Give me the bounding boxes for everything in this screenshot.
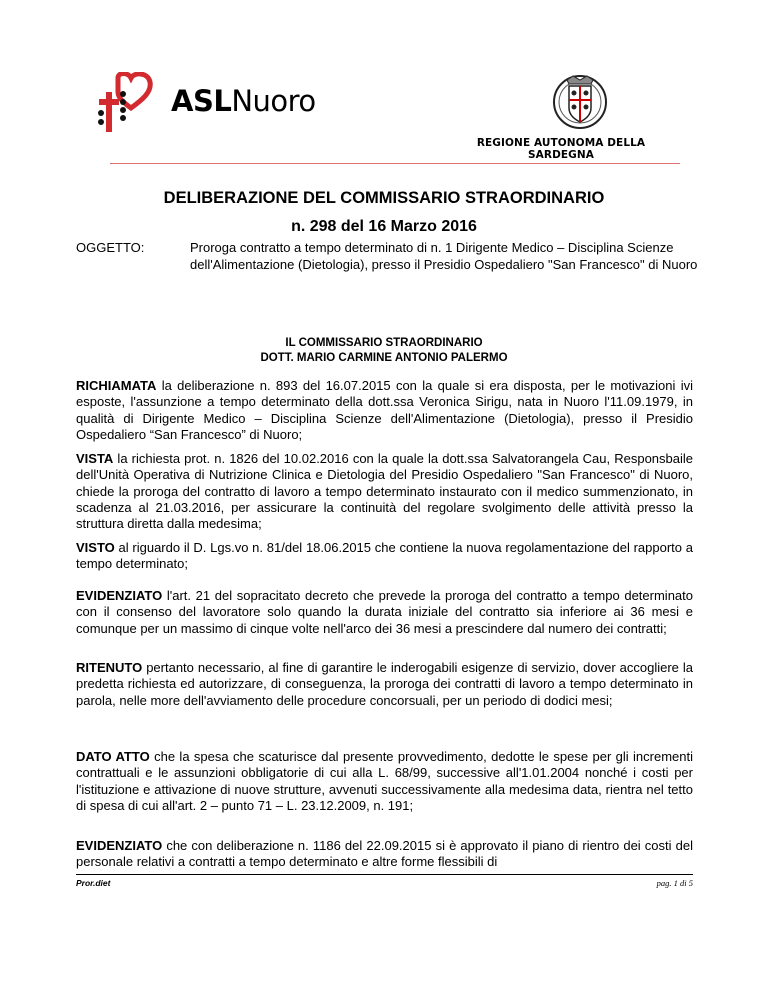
asl-wordmark-bold: ASL — [171, 84, 232, 118]
paragraph-vista — [76, 451, 693, 532]
footer-divider — [76, 874, 693, 875]
footer-file-label: Pror.diet — [76, 878, 111, 888]
paragraph-text: che con deliberazione n. 1186 del 22.09.2015 si è approvato il piano di rientro dei costi del personale relativi a contratti a tempo determinato e altre forme flessibili di — [76, 838, 693, 870]
paragraph-lead: VISTA — [76, 451, 114, 466]
document-number: n. 298 del 16 Marzo 2016 — [291, 218, 477, 235]
paragraph-lead: EVIDENZIATO — [76, 838, 163, 853]
paragraph-text: la deliberazione n. 893 del 16.07.2015 con la quale si era disposta, per le motivazioni ivi esposte, l'assunzione a tempo determinato della dott.ssa Veronica Sirigu, nata in Nuoro l'11.09.1979, in qualità di Dirigente Medico – Disciplina Scienze dell'Alimentazione (Dietologia), presso il Presidio Ospedaliero “San Francesco” di Nuoro; — [76, 378, 693, 442]
paragraph-lead: RITENUTO — [76, 660, 143, 675]
paragraph-text: che la spesa che scaturisce dal presente provvedimento, dedotte le spese per gli incrementi contrattuali e le assunzioni obbligatorie di cui alla L. 68/99, successive all'1.01.2004 nonché i costi per l'istituzione e attivazione di nuove strutture, avvenuti successivamente alla medesima data, rientra nel tetto di spesa di cui all'art. 2 – punto 71 – L. 23.12.2009, n. 191; — [76, 749, 693, 813]
paragraph-visto — [76, 540, 693, 573]
paragraph-lead: EVIDENZIATO — [76, 588, 163, 603]
paragraph-lead: DATO ATTO — [76, 749, 150, 764]
region-name: REGIONE AUTONOMA DELLA SARDEGNA — [476, 137, 646, 161]
paragraph-richiamata — [76, 378, 693, 443]
asl-heart-logo-icon — [96, 72, 158, 136]
paragraph-text: pertanto necessario, al fine di garantire le inderogabili esigenze di servizio, dover accogliere la predetta richiesta ed autorizzare, di conseguenza, la proroga dei contratti di lavoro a tempo determinato in parola, nelle more dell'avviamento delle procedure concorsuali, per un periodo di dodici mesi; — [76, 660, 693, 708]
paragraph-text: l'art. 21 del sopracitato decreto che prevede la proroga del contratto a tempo determinato con il consenso del lavoratore solo quando la durata iniziale del contratto sia inferiore ai 36 mesi e comunque per un massimo di cinque volte nell'arco dei 36 mesi a prescindere dal numero dei contratti; — [76, 588, 693, 636]
paragraph-lead: VISTO — [76, 540, 115, 555]
paragraph-dato-atto — [76, 749, 693, 814]
paragraph-text: la richiesta prot. n. 1826 del 10.02.2016 con la quale la dott.ssa Salvatorangela Cau, Responsbaile dell'Unità Operativa di Nutrizione Clinica e Dietologia del Presidio Ospedaliero "San Francesco" di Nuoro, chiede la proroga del contratto di lavoro a tempo determinato instaurato con il medico summenzionato, in scadenza al 21.03.2016, per assicurare la continuità del regolare svolgimento delle attività presso la struttura diretta dalla medesima; — [76, 451, 693, 532]
page-number: pag. 1 di 5 — [656, 878, 693, 888]
paragraph-text: al riguardo il D. Lgs.vo n. 81/del 18.06.2015 che contiene la nuova regolamentazione del rapporto a tempo determinato; — [76, 540, 693, 572]
asl-wordmark-rest: Nuoro — [231, 84, 316, 118]
paragraph-evidenziato-1 — [76, 588, 693, 637]
paragraph-evidenziato-2 — [76, 838, 693, 871]
document-title: DELIBERAZIONE DEL COMMISSARIO STRAORDINARIO — [163, 189, 605, 207]
sardinia-crest-icon — [551, 72, 609, 134]
paragraph-lead: RICHIAMATA — [76, 378, 157, 393]
paragraph-ritenuto — [76, 660, 693, 709]
header-divider — [110, 163, 680, 164]
subject-text: Proroga contratto a tempo determinato di n. 1 Dirigente Medico – Disciplina Scienze dell'Alimentazione (Dietologia), presso il Presidio Ospedaliero "San Francesco" di Nuoro — [190, 240, 698, 272]
signer-name: DOTT. MARIO CARMINE ANTONIO PALERMO — [260, 352, 508, 364]
asl-wordmark — [171, 84, 316, 118]
signer-title: IL COMMISSARIO STRAORDINARIO — [285, 337, 483, 349]
subject-label: OGGETTO: — [76, 240, 145, 255]
